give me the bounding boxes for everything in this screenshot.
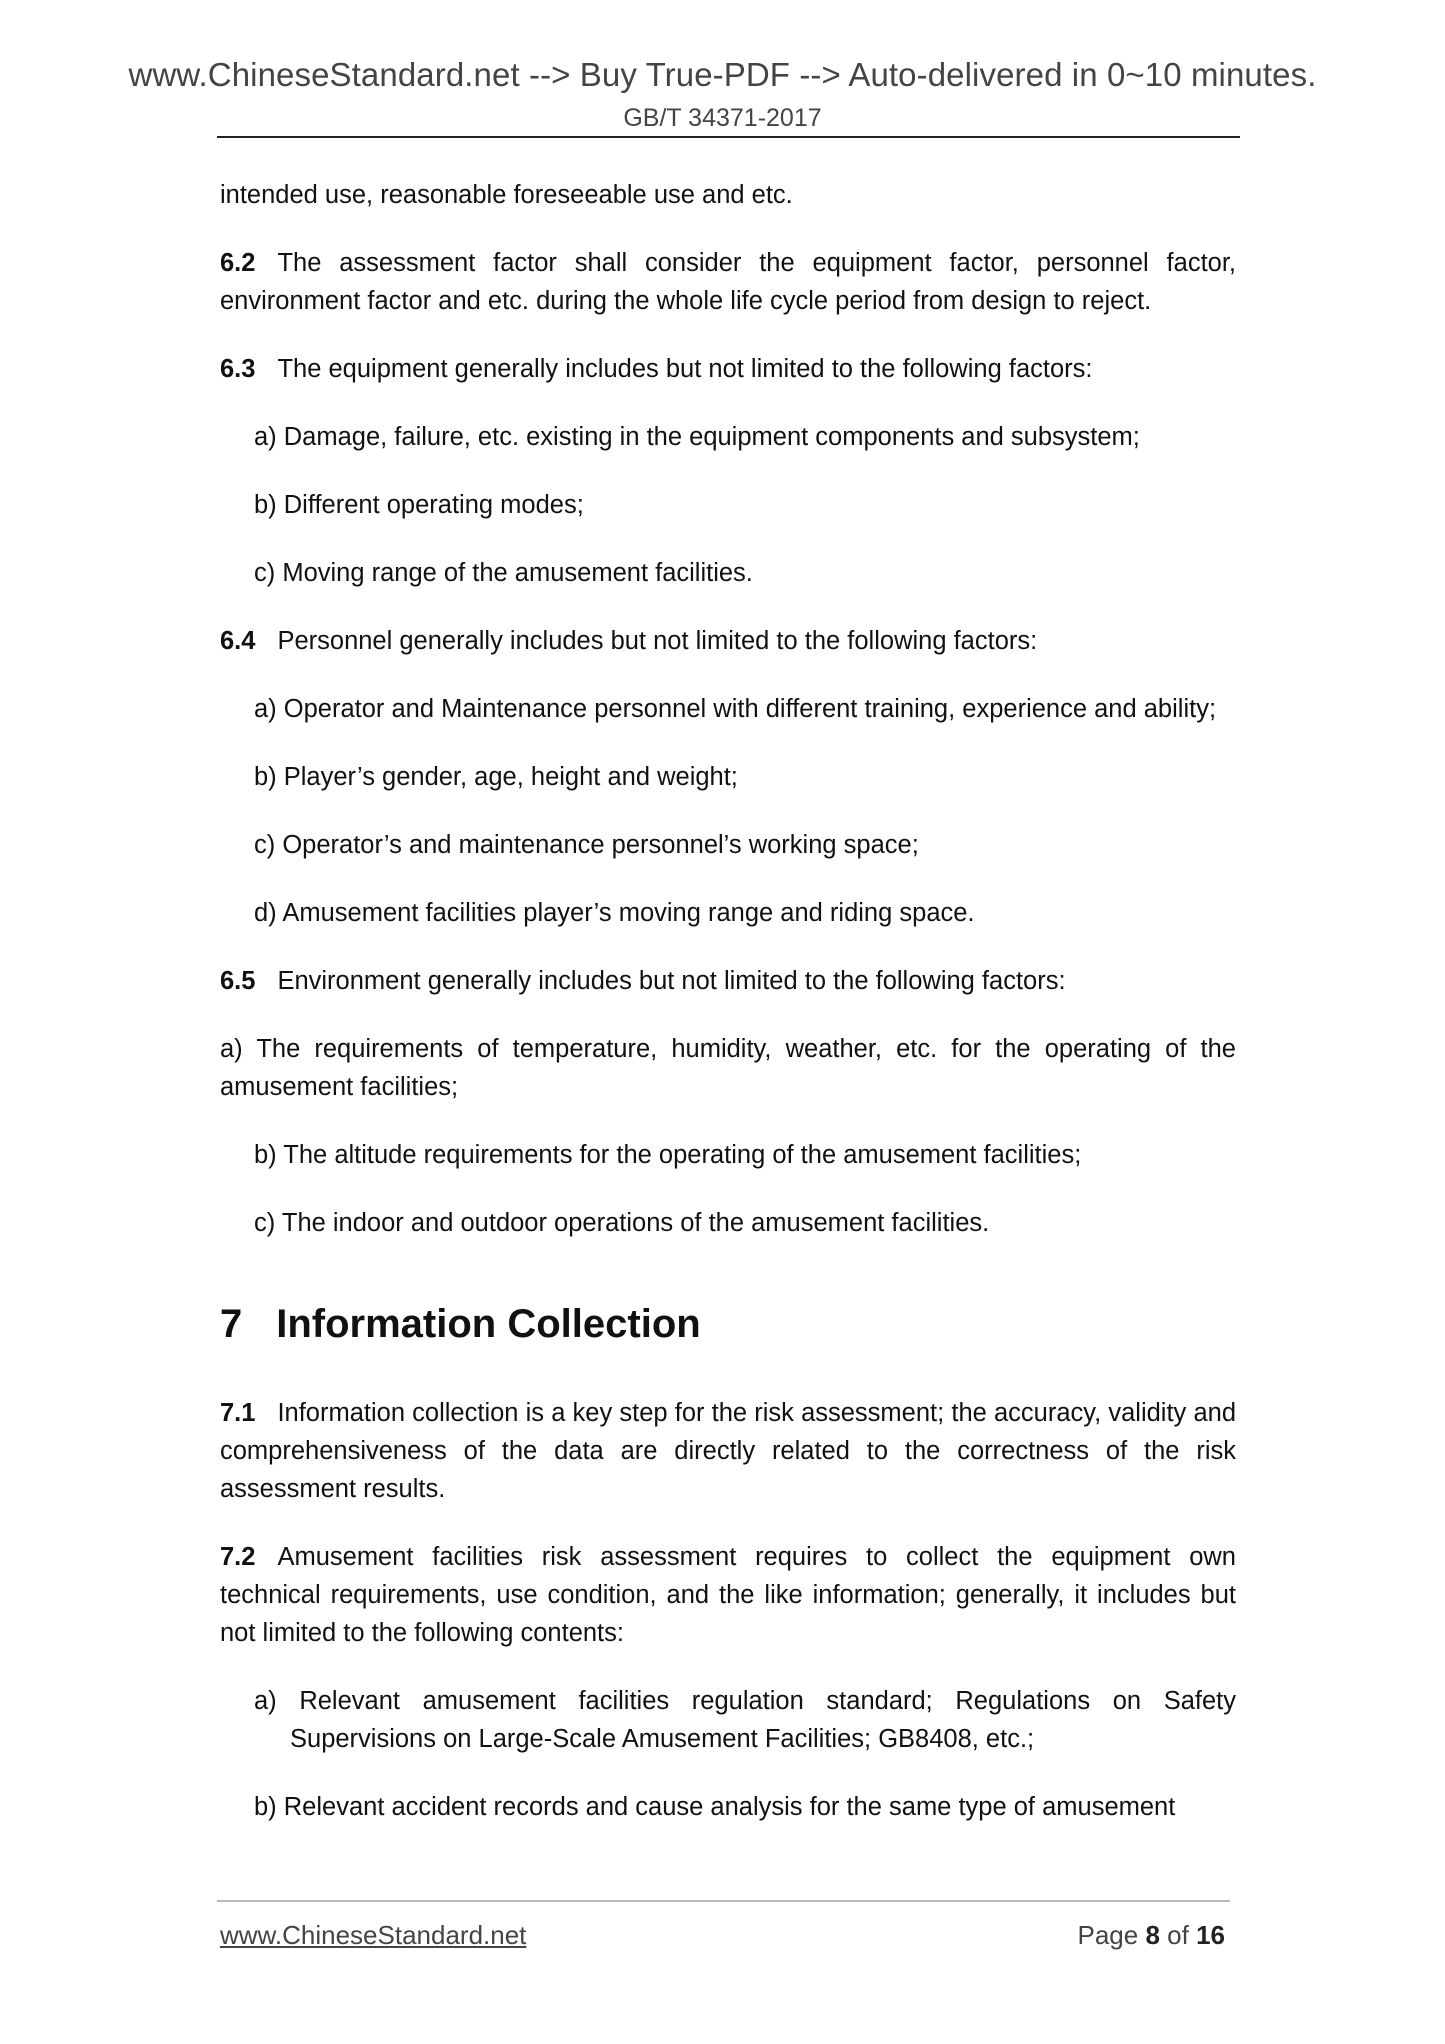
list-item: b) Different operating modes; — [254, 491, 584, 519]
list-item: c) The indoor and outdoor operations of the amusement facilities. — [254, 1209, 990, 1237]
section-heading-7 — [220, 1300, 1236, 1348]
standard-code: GB/T 34371-2017 — [623, 104, 822, 132]
clause-text: Environment generally includes but not limited to the following factors: — [277, 967, 1066, 995]
promo-banner[interactable]: www.ChineseStandard.net --> Buy True-PDF --> Auto-delivered in 0~10 minutes. — [128, 56, 1317, 93]
document-body — [220, 176, 1236, 1856]
list-item: d) Amusement facilities player’s moving range and riding space. — [254, 899, 975, 927]
clause-number: 6.2 — [220, 249, 256, 277]
list-item: c) Moving range of the amusement facilities. — [254, 559, 753, 587]
clause-number: 6.3 — [220, 355, 256, 383]
clause-6-2 — [220, 244, 1236, 320]
clause-7-2 — [220, 1538, 1236, 1652]
clause-7-1 — [220, 1394, 1236, 1508]
clause-text: Amusement facilities risk assessment requires to collect the equipment own technical requirements, use condition, and the like information; generally, it includes but not limited to the following contents: — [220, 1543, 1236, 1647]
page-of-label: of — [1167, 1920, 1189, 1950]
clause-text: The assessment factor shall consider the equipment factor, personnel factor, environment factor and etc. during the whole life cycle period from design to reject. — [220, 249, 1236, 315]
clause-text: The equipment generally includes but not limited to the following factors: — [277, 355, 1093, 383]
clause-text: Information collection is a key step for the risk assessment; the accuracy, validity and comprehensiveness of the data are directly related to the correctness of the risk assessment results. — [220, 1399, 1236, 1503]
clause-6-5 — [220, 962, 1236, 1000]
list-item: a) Operator and Maintenance personnel with different training, experience and ability; — [254, 695, 1217, 723]
page-indicator — [1077, 1920, 1225, 1951]
list-item: c) Operator’s and maintenance personnel’s working space; — [254, 831, 919, 859]
list-item: a) The requirements of temperature, humidity, weather, etc. for the operating of the amusement facilities; — [220, 1035, 1236, 1101]
clause-number: 7.1 — [220, 1399, 256, 1427]
clause-6-3 — [220, 350, 1236, 388]
clause-number: 7.2 — [220, 1543, 256, 1571]
clause-text: Personnel generally includes but not limited to the following factors: — [277, 627, 1038, 655]
paragraph-continuation: intended use, reasonable foreseeable use and etc. — [220, 181, 793, 209]
list-item: b) Relevant accident records and cause analysis for the same type of amusement — [254, 1793, 1176, 1821]
section-number: 7 — [220, 1302, 243, 1346]
total-pages: 16 — [1196, 1920, 1225, 1950]
current-page: 8 — [1145, 1920, 1160, 1950]
clause-number: 6.5 — [220, 967, 256, 995]
list-item: b) The altitude requirements for the operating of the amusement facilities; — [254, 1141, 1082, 1169]
section-title: Information Collection — [276, 1302, 701, 1346]
list-item: b) Player’s gender, age, height and weight; — [254, 763, 738, 791]
header-divider — [217, 136, 1240, 138]
clause-number: 6.4 — [220, 627, 256, 655]
footer-site-link[interactable]: www.ChineseStandard.net — [220, 1920, 527, 1950]
clause-6-4 — [220, 622, 1236, 660]
list-item: a) Damage, failure, etc. existing in the equipment components and subsystem; — [254, 423, 1140, 451]
footer-divider — [217, 1900, 1230, 1902]
list-item: a) Relevant amusement facilities regulation standard; Regulations on Safety Supervisions on Large-Scale Amusement Facilities; GB8408, etc.; — [254, 1687, 1236, 1753]
page-label: Page — [1077, 1920, 1139, 1950]
